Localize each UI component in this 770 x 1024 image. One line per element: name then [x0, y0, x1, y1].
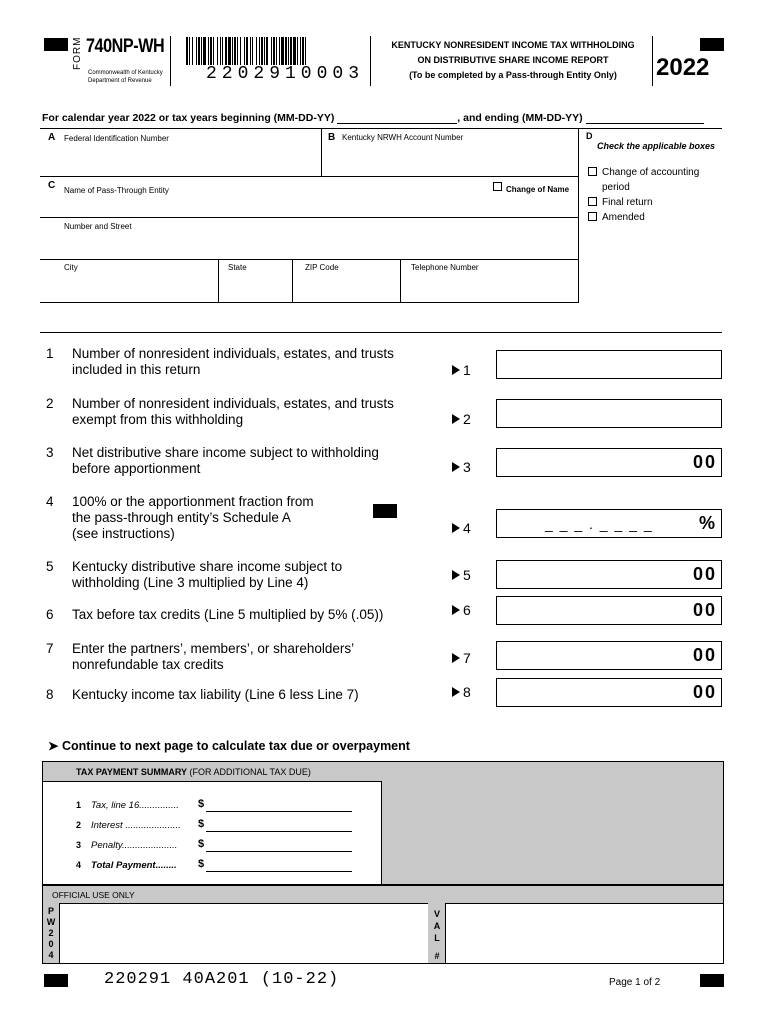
line-text-3: (see instructions) [72, 526, 175, 541]
line-5-input[interactable] [496, 560, 722, 589]
line-number: 8 [46, 687, 54, 702]
final-return-label: Final return [602, 197, 653, 208]
line-4-black-mark [373, 504, 397, 518]
entity-line-2 [40, 176, 579, 177]
entity-bottom-border [40, 302, 579, 303]
arrow-icon [452, 687, 460, 697]
entity-line-4 [40, 259, 579, 260]
form-vertical-label: FORM [72, 36, 83, 70]
section-d-letter: D [586, 131, 593, 141]
city-input[interactable] [44, 276, 214, 300]
period-line [42, 112, 704, 124]
period-start-label: For calendar year 2022 or tax years beginning (MM-DD-YY) [42, 112, 335, 124]
line-text-1: Enter the partners’, members’, or shareholders’ [72, 641, 355, 656]
arrow-icon [452, 570, 460, 580]
arrow-icon [452, 462, 460, 472]
line-3-input[interactable] [496, 448, 722, 477]
phone-label: Telephone Number [411, 263, 479, 272]
change-of-name-checkbox[interactable] [493, 182, 502, 191]
line-ref [452, 602, 471, 618]
state-input[interactable] [222, 276, 288, 300]
city-state-divider [218, 259, 219, 302]
barcode-number: 2202910003 [206, 64, 365, 84]
zip-input[interactable] [296, 276, 396, 300]
official-use-right-box [445, 903, 723, 963]
line-4-percent-input[interactable] [496, 509, 722, 538]
line-text-2: included in this return [72, 362, 201, 377]
percent-sign: % [698, 513, 715, 533]
line-text-2: withholding (Line 3 multiplied by Line 4) [72, 575, 309, 590]
payment-row-label: Total Payment........ [91, 860, 177, 871]
nrwh-account-label: Kentucky NRWH Account Number [342, 133, 464, 142]
corner-mark-top-right [700, 38, 724, 51]
section-d-title: Check the applicable boxes [597, 141, 716, 151]
total-payment-input[interactable] [206, 857, 352, 872]
penalty-amount-input[interactable] [206, 837, 352, 852]
line-ref [452, 684, 471, 700]
official-use-label: OFFICIAL USE ONLY [52, 890, 135, 900]
cents-label: 00 [692, 452, 717, 472]
corner-mark-top-left [44, 38, 68, 51]
pw-char: P [47, 906, 54, 916]
payment-row-number: 3 [76, 840, 82, 850]
period-start-field[interactable] [337, 123, 457, 124]
payment-row-number: 4 [76, 860, 82, 870]
line-ref-number: 6 [463, 602, 471, 618]
line-ref [452, 520, 471, 536]
federal-id-label: Federal Identification Number [64, 134, 169, 143]
change-accounting-label-1: Change of accounting [602, 167, 700, 178]
line-text-2: nonrefundable tax credits [72, 657, 224, 672]
line-number: 7 [46, 641, 54, 656]
nrwh-account-input[interactable] [326, 146, 574, 174]
agency-line1: Commonwealth of Kentucky [88, 70, 163, 76]
change-accounting-checkbox[interactable] [588, 167, 597, 176]
line-text-1: Tax before tax credits (Line 5 multiplied by 5% (.05)) [72, 607, 384, 622]
entity-name-input[interactable] [44, 196, 574, 216]
line-ref [452, 567, 471, 583]
arrow-icon [452, 653, 460, 663]
payment-row-label: Interest ..................... [91, 820, 181, 831]
line-text-2: exempt from this withholding [72, 412, 244, 427]
change-of-name-label: Change of Name [506, 185, 570, 194]
entity-name-label: Name of Pass-Through Entity [64, 186, 169, 195]
val-char: # [434, 951, 440, 961]
line-ref-number: 5 [463, 567, 471, 583]
payment-summary-title-rest: (FOR ADDITIONAL TAX DUE) [187, 767, 311, 777]
barcode [186, 37, 364, 65]
corner-mark-bottom-left [44, 974, 68, 987]
payment-summary-title [76, 767, 311, 777]
form-number: 740NP-WH [86, 36, 165, 57]
pw-char: 2 [48, 928, 54, 938]
arrow-icon [452, 365, 460, 375]
cents-label: 00 [692, 682, 717, 702]
line-number: 4 [46, 494, 54, 509]
corner-mark-bottom-right [700, 974, 724, 987]
line-number: 2 [46, 396, 54, 411]
line-6-input[interactable] [496, 596, 722, 625]
official-use-left-box [59, 903, 428, 963]
line-number: 3 [46, 445, 54, 460]
cents-label: 00 [692, 645, 717, 665]
line-ref [452, 459, 471, 475]
title-line2: ON DISTRIBUTIVE SHARE INCOME REPORT [417, 55, 609, 65]
payment-summary-title-bold: TAX PAYMENT SUMMARY [76, 767, 188, 777]
cents-label: 00 [692, 564, 717, 584]
val-vertical [430, 908, 444, 962]
val-char: L [434, 933, 440, 943]
federal-id-input[interactable] [44, 146, 316, 174]
pw-char: 4 [48, 950, 54, 960]
line-1-input[interactable] [496, 350, 722, 379]
pw204-vertical [45, 906, 57, 961]
arrow-icon [452, 605, 460, 615]
cents-label: 00 [692, 600, 717, 620]
lines-top-border [40, 332, 722, 333]
final-return-checkbox[interactable] [588, 197, 597, 206]
footer-form-code: 220291 40A201 (10-22) [104, 970, 340, 989]
line-text-1: Net distributive share income subject to withholding [72, 445, 379, 460]
tax-amount-input[interactable] [206, 797, 352, 812]
footer-page-number: Page 1 of 2 [609, 977, 661, 988]
payment-row-label: Penalty..................... [91, 840, 178, 851]
street-label: Number and Street [64, 222, 132, 231]
ab-divider [321, 128, 322, 176]
line-ref-number: 4 [463, 520, 471, 536]
tax-year: 2022 [656, 54, 710, 81]
section-a-letter: A [48, 132, 56, 143]
zip-phone-divider [400, 259, 401, 302]
header-divider-2 [370, 36, 371, 86]
header-divider-1 [170, 36, 171, 86]
pw-char: 0 [48, 939, 54, 949]
percent-pattern: _ _ _ . _ _ _ _ [545, 516, 654, 532]
payment-row-label: Tax, line 16............... [91, 800, 179, 811]
line-ref-number: 2 [463, 411, 471, 427]
line-text-1: Number of nonresident individuals, estates, and trusts [72, 396, 394, 411]
line-7-input[interactable] [496, 641, 722, 670]
amended-label: Amended [602, 212, 645, 223]
line-text-2: the pass-through entity’s Schedule A [72, 510, 291, 525]
line-ref-number: 8 [463, 684, 471, 700]
street-input[interactable] [44, 234, 574, 256]
line-8-input[interactable] [496, 678, 722, 707]
line-ref [452, 650, 471, 666]
dollar-sign: $ [198, 838, 205, 850]
line-number: 1 [46, 346, 54, 361]
val-char: A [433, 921, 441, 931]
pw-char: W [46, 917, 56, 927]
title-line3: (To be completed by a Pass-through Entity Only) [409, 70, 617, 80]
line-ref-number: 3 [463, 459, 471, 475]
payment-summary-title-bar [43, 762, 382, 782]
line-ref-number: 7 [463, 650, 471, 666]
barcode-bar [306, 37, 309, 65]
title-line1: KENTUCKY NONRESIDENT INCOME TAX WITHHOLDING [391, 40, 635, 50]
val-char: V [433, 909, 440, 919]
line-text-1: Number of nonresident individuals, estates, and trusts [72, 346, 394, 361]
continue-note: ➤ Continue to next page to calculate tax due or overpayment [48, 739, 410, 753]
state-label: State [228, 263, 247, 272]
line-ref [452, 362, 471, 378]
header-divider-3 [652, 36, 653, 86]
phone-input[interactable] [404, 276, 574, 300]
line-text-1: 100% or the apportionment fraction from [72, 494, 314, 509]
entity-line-3 [40, 217, 579, 218]
arrow-icon [452, 523, 460, 533]
line-text-1: Kentucky income tax liability (Line 6 less Line 7) [72, 687, 359, 702]
city-label: City [64, 263, 78, 272]
period-end-label: , and ending (MM-DD-YY) [457, 112, 583, 124]
agency-line2: Department of Revenue [88, 78, 152, 84]
dollar-sign: $ [198, 798, 205, 810]
state-zip-divider [292, 259, 293, 302]
change-accounting-label-2: period [602, 182, 630, 193]
zip-label: ZIP Code [305, 263, 339, 272]
line-ref-number: 1 [463, 362, 471, 378]
amended-checkbox[interactable] [588, 212, 597, 221]
line-number: 6 [46, 607, 54, 622]
dollar-sign: $ [198, 818, 205, 830]
interest-amount-input[interactable] [206, 817, 352, 832]
section-b-letter: B [328, 132, 336, 143]
entity-top-border [40, 128, 722, 129]
line-text-2: before apportionment [72, 461, 201, 476]
line-text-1: Kentucky distributive share income subject to [72, 559, 343, 574]
line-number: 5 [46, 559, 54, 574]
payment-row-number: 1 [76, 800, 82, 810]
dollar-sign: $ [198, 858, 205, 870]
line-2-input[interactable] [496, 399, 722, 428]
arrow-icon [452, 414, 460, 424]
line-ref [452, 411, 471, 427]
period-end-field[interactable] [586, 123, 704, 124]
section-c-letter: C [48, 180, 56, 191]
payment-row-number: 2 [76, 820, 82, 830]
entity-right-divider [578, 128, 579, 302]
